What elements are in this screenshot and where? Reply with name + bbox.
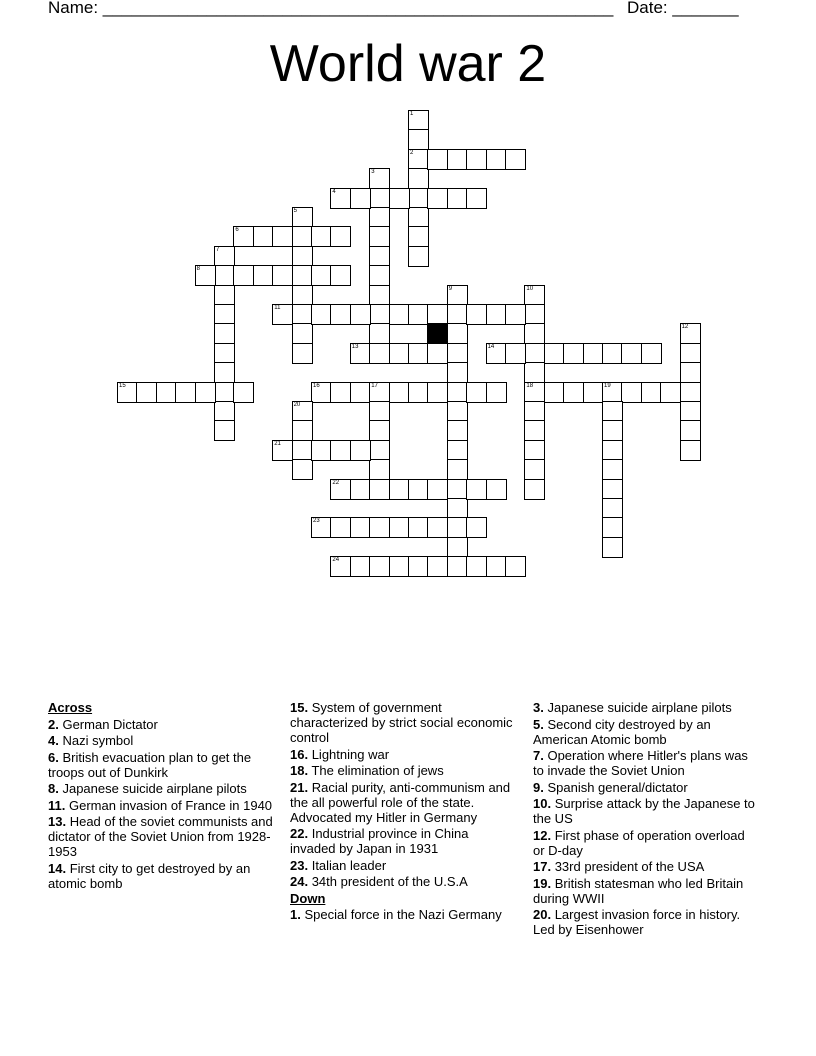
crossword-cell[interactable] — [524, 343, 545, 364]
crossword-cell[interactable] — [330, 440, 351, 461]
crossword-cell[interactable] — [350, 188, 371, 209]
clue-number: 23. — [290, 857, 309, 873]
clue-item — [290, 858, 515, 873]
clue-item — [533, 796, 758, 826]
crossword-cell[interactable] — [369, 343, 390, 364]
clue-item — [290, 763, 515, 778]
clue-section-heading: Across — [48, 700, 93, 715]
crossword-cell[interactable] — [214, 246, 235, 267]
crossword-cell[interactable] — [350, 440, 371, 461]
crossword-cell[interactable] — [311, 265, 332, 286]
crossword-cell-number: 21 — [274, 440, 281, 447]
crossword-cell[interactable] — [447, 517, 468, 538]
crossword-cell[interactable] — [486, 304, 507, 325]
crossword-cell-number: 24 — [332, 557, 340, 564]
clue-number: 11. — [48, 797, 66, 813]
crossword-cell[interactable] — [136, 382, 157, 403]
crossword-cell[interactable] — [292, 401, 313, 422]
clue-text: Japanese suicide airplane pilots — [62, 781, 247, 796]
clue-number: 13. — [48, 814, 67, 829]
clue-column-3 — [533, 700, 758, 939]
clue-item — [290, 700, 515, 745]
crossword-cell-number: 9 — [448, 285, 453, 292]
clue-number: 19. — [533, 875, 552, 891]
crossword-cell[interactable] — [156, 382, 177, 403]
crossword-cell[interactable] — [408, 110, 429, 131]
clue-item — [48, 861, 273, 891]
clue-text: Second city destroyed by an American Atomic bomb — [533, 716, 711, 747]
crossword-cell-number: 18 — [526, 382, 534, 389]
crossword-cell[interactable] — [292, 343, 313, 364]
crossword-cell[interactable] — [621, 382, 642, 403]
crossword-cell[interactable] — [117, 382, 138, 403]
crossword-cell[interactable] — [427, 343, 448, 364]
crossword-cell[interactable] — [350, 343, 371, 364]
clue-item — [290, 907, 515, 922]
crossword-cell[interactable] — [369, 556, 390, 577]
crossword-cell[interactable] — [544, 382, 565, 403]
crossword-cell[interactable] — [408, 226, 429, 247]
crossword-cell[interactable] — [369, 285, 390, 306]
crossword-cell[interactable] — [563, 382, 584, 403]
crossword-cell[interactable] — [330, 188, 351, 209]
crossword-cell[interactable] — [524, 401, 545, 422]
crossword-cell[interactable] — [466, 188, 487, 209]
crossword-cell[interactable] — [583, 343, 604, 364]
crossword-cell[interactable] — [505, 304, 526, 325]
clue-text: Industrial province in China invaded by Japan in 1931 — [290, 826, 469, 856]
crossword-cell[interactable] — [350, 304, 371, 325]
crossword-cell[interactable] — [660, 382, 681, 403]
crossword-cell[interactable] — [427, 479, 448, 500]
clue-item — [533, 859, 758, 874]
crossword-cell[interactable] — [408, 343, 429, 364]
clue-item — [290, 826, 515, 856]
crossword-cell[interactable] — [447, 440, 468, 461]
clue-number: 15. — [290, 700, 309, 715]
crossword-cell[interactable] — [486, 343, 507, 364]
crossword-cell[interactable] — [621, 343, 642, 364]
crossword-cell[interactable] — [466, 382, 487, 403]
crossword-cell[interactable] — [466, 304, 487, 325]
crossword-cell[interactable] — [505, 343, 526, 364]
crossword-cell[interactable] — [369, 517, 390, 538]
crossword-cell[interactable] — [292, 285, 313, 306]
clue-text: Lightning war — [311, 746, 390, 762]
crossword-cell[interactable] — [292, 440, 313, 461]
clue-text: Japanese suicide airplane pilots — [547, 700, 732, 715]
crossword-cell[interactable] — [602, 401, 623, 422]
crossword-cell[interactable] — [233, 265, 254, 286]
crossword-cell[interactable] — [233, 226, 254, 247]
crossword-cell[interactable] — [524, 382, 545, 403]
clue-text: System of government characterized by strict social economic control — [290, 700, 513, 745]
crossword-cell[interactable] — [389, 517, 410, 538]
crossword-cell[interactable] — [680, 362, 701, 383]
crossword-cell[interactable] — [427, 149, 448, 170]
crossword-cell[interactable] — [408, 149, 429, 170]
crossword-cell[interactable] — [330, 304, 351, 325]
crossword-cell[interactable] — [427, 556, 448, 577]
clue-item — [290, 874, 515, 889]
clue-text: 34th president of the U.S.A — [311, 874, 468, 889]
crossword-cell[interactable] — [389, 343, 410, 364]
crossword-cell[interactable] — [466, 556, 487, 577]
crossword-cell[interactable] — [524, 459, 545, 480]
crossword-cell[interactable] — [486, 556, 507, 577]
crossword-cell[interactable] — [680, 401, 701, 422]
clue-number: 3. — [533, 700, 544, 715]
clue-number: 6. — [48, 749, 59, 765]
clue-number: 1. — [290, 907, 301, 922]
clue-text: Special force in the Nazi Germany — [304, 907, 502, 922]
crossword-cell-number: 2 — [410, 149, 414, 156]
crossword-cell[interactable] — [680, 323, 701, 344]
crossword-cell[interactable] — [466, 149, 487, 170]
crossword-cell-number: 6 — [235, 227, 239, 234]
crossword-cell[interactable] — [447, 537, 468, 558]
crossword-cell[interactable] — [447, 285, 468, 306]
crossword-cell[interactable] — [389, 188, 410, 209]
crossword-cell[interactable] — [602, 382, 623, 403]
crossword-cell[interactable] — [524, 479, 545, 500]
crossword-cell[interactable] — [602, 420, 623, 441]
crossword-cell[interactable] — [214, 343, 235, 364]
clue-item — [533, 907, 758, 937]
clue-item — [48, 781, 273, 796]
clue-item — [48, 798, 273, 813]
crossword-cell[interactable] — [505, 556, 526, 577]
crossword-cell[interactable] — [447, 149, 468, 170]
crossword-cell[interactable] — [369, 168, 390, 189]
crossword-cell[interactable] — [350, 556, 371, 577]
crossword-cell[interactable] — [602, 440, 623, 461]
crossword-cell[interactable] — [447, 556, 468, 577]
clue-text: Head of the soviet communists and dictator of the Soviet Union from 1928-1953 — [48, 814, 273, 859]
clue-item — [48, 717, 273, 732]
crossword-cell[interactable] — [272, 440, 293, 461]
crossword-cell[interactable] — [272, 265, 293, 286]
crossword-cell[interactable] — [602, 517, 623, 538]
clue-number: 16. — [290, 746, 309, 762]
crossword-cell[interactable] — [447, 188, 468, 209]
crossword-cell[interactable] — [311, 226, 332, 247]
crossword-cell[interactable] — [350, 382, 371, 403]
crossword-cell[interactable] — [311, 304, 332, 325]
crossword-cell[interactable] — [369, 188, 390, 209]
clue-item — [533, 748, 758, 778]
crossword-cell[interactable] — [292, 207, 313, 228]
clue-item — [290, 780, 515, 825]
clue-item — [533, 700, 758, 715]
crossword-cell[interactable] — [408, 188, 429, 209]
crossword-cell[interactable] — [544, 343, 565, 364]
crossword-cell-number: 16 — [313, 382, 320, 389]
crossword-cell[interactable] — [389, 382, 410, 403]
crossword-cell-number: 7 — [216, 246, 220, 253]
crossword-cell-number: 19 — [604, 382, 611, 389]
crossword-cell[interactable] — [350, 479, 371, 500]
date-field-label: Date: _______ — [627, 0, 739, 17]
clue-item — [533, 828, 758, 858]
clue-number: 22. — [290, 826, 309, 841]
crossword-cell[interactable] — [408, 556, 429, 577]
clue-number: 2. — [48, 716, 59, 732]
crossword-cell[interactable] — [292, 323, 313, 344]
crossword-cell[interactable] — [214, 323, 235, 344]
crossword-cell-number: 12 — [681, 324, 689, 331]
crossword-cell[interactable] — [389, 556, 410, 577]
crossword-cell[interactable] — [486, 149, 507, 170]
crossword-cell[interactable] — [214, 304, 235, 325]
clue-text: First city to get destroyed by an atomic bomb — [48, 860, 251, 891]
crossword-cell-number: 10 — [526, 285, 534, 292]
clue-text: German Dictator — [62, 716, 158, 732]
crossword-cell[interactable] — [292, 420, 313, 441]
crossword-cell[interactable] — [408, 129, 429, 150]
clue-text: First phase of operation overload or D-day — [533, 827, 745, 858]
crossword-cell[interactable] — [602, 479, 623, 500]
clue-number: 4. — [48, 733, 59, 748]
crossword-cell-number: 15 — [119, 382, 126, 389]
crossword-cell[interactable] — [427, 382, 448, 403]
clue-text: The elimination of jews — [311, 763, 444, 778]
crossword-cell[interactable] — [214, 285, 235, 306]
clue-number: 21. — [290, 779, 309, 795]
clue-number: 18. — [290, 763, 309, 778]
crossword-cell[interactable] — [369, 382, 390, 403]
crossword-cell[interactable] — [350, 517, 371, 538]
crossword-cell[interactable] — [292, 226, 313, 247]
clue-text: Operation where Hitler's plans was to invade the Soviet Union — [533, 748, 748, 778]
clue-text: British statesman who led Britain during WWII — [533, 875, 744, 906]
clue-number: 20. — [533, 907, 552, 922]
crossword-cell-number: 8 — [196, 266, 200, 273]
crossword-cell[interactable] — [195, 382, 216, 403]
crossword-cell[interactable] — [602, 498, 623, 519]
clue-number: 24. — [290, 874, 309, 889]
crossword-cell[interactable] — [369, 420, 390, 441]
crossword-cell[interactable] — [466, 479, 487, 500]
crossword-cell[interactable] — [233, 382, 254, 403]
crossword-cell[interactable] — [447, 304, 468, 325]
crossword-cell[interactable] — [486, 382, 507, 403]
crossword-cell[interactable] — [583, 382, 604, 403]
crossword-cell[interactable] — [486, 479, 507, 500]
crossword-cell[interactable] — [524, 323, 545, 344]
crossword-cell[interactable] — [389, 304, 410, 325]
crossword-cell[interactable] — [214, 420, 235, 441]
clue-item — [533, 876, 758, 906]
crossword-cell[interactable] — [311, 382, 332, 403]
crossword-cell[interactable] — [369, 304, 390, 325]
clue-text: Italian leader — [311, 857, 387, 873]
crossword-cell[interactable] — [408, 304, 429, 325]
clue-item — [533, 717, 758, 747]
clue-text: 33rd president of the USA — [554, 859, 705, 874]
crossword-cell[interactable] — [524, 420, 545, 441]
clue-section-heading: Down — [290, 890, 326, 906]
crossword-cell[interactable] — [602, 459, 623, 480]
crossword-cell-number: 23 — [313, 518, 320, 525]
crossword-cell[interactable] — [369, 440, 390, 461]
clue-number: 8. — [48, 781, 59, 796]
crossword-cell[interactable] — [524, 362, 545, 383]
crossword-cell[interactable] — [447, 498, 468, 519]
crossword-cell[interactable] — [524, 440, 545, 461]
crossword-cell[interactable] — [330, 556, 351, 577]
crossword-cell[interactable] — [447, 459, 468, 480]
crossword-cell[interactable] — [408, 207, 429, 228]
crossword-cell[interactable] — [214, 382, 235, 403]
crossword-cell[interactable] — [292, 304, 313, 325]
crossword-cell[interactable] — [602, 537, 623, 558]
clue-item — [48, 814, 273, 859]
crossword-cell-number: 3 — [371, 169, 375, 176]
crossword-cell[interactable] — [195, 265, 216, 286]
crossword-cell[interactable] — [680, 420, 701, 441]
clue-number: 14. — [48, 860, 67, 876]
crossword-cell[interactable] — [505, 149, 526, 170]
crossword-cell[interactable] — [447, 420, 468, 441]
crossword-cell[interactable] — [408, 382, 429, 403]
clue-text: Racial purity, anti-communism and the all powerful role of the state. Advocated my Hitler in Germany — [290, 779, 511, 825]
clue-column-1 — [48, 700, 273, 892]
crossword-cell[interactable] — [292, 459, 313, 480]
crossword-cell[interactable] — [369, 265, 390, 286]
page-title: World war 2 — [269, 35, 547, 93]
crossword-cell[interactable] — [408, 168, 429, 189]
crossword-cell-number: 22 — [332, 479, 340, 486]
crossword-cell[interactable] — [369, 226, 390, 247]
crossword-cell-number: 11 — [274, 305, 281, 311]
crossword-cell[interactable] — [466, 517, 487, 538]
crossword-cell-number: 17 — [371, 382, 378, 389]
crossword-cell[interactable] — [680, 382, 701, 403]
clue-text: Largest invasion force in history. Led by Eisenhower — [533, 907, 741, 937]
clue-number: 7. — [533, 748, 544, 763]
clue-text: Nazi symbol — [62, 733, 134, 748]
clue-text: British evacuation plan to get the troops out of Dunkirk — [48, 749, 252, 780]
clue-text: Spanish general/dictator — [547, 779, 688, 795]
crossword-cell[interactable] — [272, 304, 293, 325]
crossword-cell[interactable] — [369, 459, 390, 480]
clue-item — [290, 747, 515, 762]
crossword-cell[interactable] — [214, 401, 235, 422]
crossword-cell[interactable] — [524, 304, 545, 325]
crossword-cell[interactable] — [447, 343, 468, 364]
crossword-cell[interactable] — [330, 226, 351, 247]
crossword-cell[interactable] — [292, 265, 313, 286]
crossword-cell[interactable] — [641, 382, 662, 403]
crossword-cell[interactable] — [369, 207, 390, 228]
crossword-cell[interactable] — [447, 479, 468, 500]
crossword-cell[interactable] — [427, 304, 448, 325]
clue-item — [533, 780, 758, 795]
crossword-cell-number: 13 — [351, 343, 359, 350]
crossword-cell[interactable] — [389, 479, 410, 500]
crossword-cell[interactable] — [311, 517, 332, 538]
crossword-cell-number: 4 — [332, 188, 336, 195]
crossword-cell-number: 20 — [293, 402, 301, 408]
crossword-cell[interactable] — [680, 343, 701, 364]
crossword-cell[interactable] — [175, 382, 196, 403]
crossword-cell[interactable] — [427, 517, 448, 538]
crossword-cell[interactable] — [408, 246, 429, 267]
crossword-cell[interactable] — [447, 382, 468, 403]
clue-text: Surprise attack by the Japanese to the US — [533, 796, 755, 826]
crossword-cell[interactable] — [524, 285, 545, 306]
clue-item — [48, 750, 273, 780]
crossword-cell[interactable] — [408, 517, 429, 538]
name-field-label: Name: ______________________________________________________ — [48, 0, 614, 17]
crossword-cell[interactable] — [427, 188, 448, 209]
crossword-cell[interactable] — [330, 479, 351, 500]
crossword-cell[interactable] — [369, 323, 390, 344]
clue-number: 5. — [533, 716, 544, 732]
crossword-cell[interactable] — [641, 343, 662, 364]
crossword-cell[interactable] — [214, 362, 235, 383]
clue-text: German invasion of France in 1940 — [68, 797, 273, 813]
crossword-cell[interactable] — [253, 226, 274, 247]
clue-item — [48, 733, 273, 748]
crossword-cell[interactable] — [369, 479, 390, 500]
crossword-cell[interactable] — [680, 440, 701, 461]
crossword-cell[interactable] — [408, 479, 429, 500]
crossword-cell[interactable] — [292, 246, 313, 267]
clue-number: 17. — [533, 859, 552, 874]
crossword-cell[interactable] — [330, 382, 351, 403]
crossword-cell[interactable] — [272, 226, 293, 247]
clue-number: 9. — [533, 779, 544, 795]
crossword-cell[interactable] — [447, 323, 468, 344]
crossword-cell[interactable] — [602, 343, 623, 364]
crossword-cell-number: 5 — [293, 208, 297, 214]
crossword-cell[interactable] — [447, 362, 468, 383]
clue-number: 12. — [533, 827, 552, 843]
crossword-cell[interactable] — [369, 401, 390, 422]
crossword-cell-number: 14 — [487, 343, 495, 350]
crossword-cell[interactable] — [311, 440, 332, 461]
clue-number: 10. — [533, 796, 552, 811]
crossword-cell[interactable] — [253, 265, 274, 286]
crossword-cell[interactable] — [214, 265, 235, 286]
crossword-black-cell — [427, 323, 448, 344]
crossword-cell[interactable] — [330, 265, 351, 286]
crossword-cell[interactable] — [330, 517, 351, 538]
crossword-cell[interactable] — [447, 401, 468, 422]
crossword-cell[interactable] — [369, 246, 390, 267]
crossword-cell[interactable] — [563, 343, 584, 364]
clue-column-2 — [290, 700, 515, 924]
crossword-cell-number: 1 — [410, 111, 414, 117]
